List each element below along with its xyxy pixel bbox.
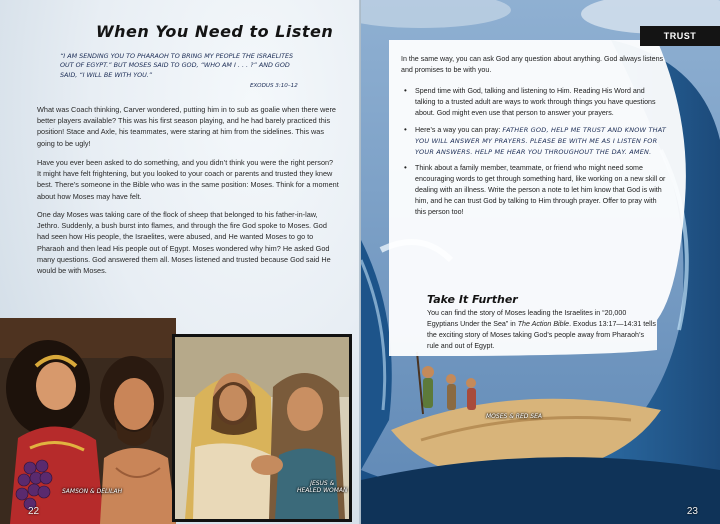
caption-line: JESUS &	[310, 480, 335, 487]
story-paragraph: What was Coach thinking, Carver wondered, putting him in to sub as goalie when there were better players available? This was his first season playing, and he had barely practiced this position! Stace and Axle, his teammates, were staring at him from the sidelines. This was going to be ugly!	[37, 105, 336, 148]
prayer-lead-text: Here’s a way you can pray:	[415, 125, 503, 134]
caption-line: HEALED WOMAN	[297, 487, 348, 494]
intro-paragraph: In the same way, you can ask God any question about anything. God always listens and promises to be with you.	[401, 55, 664, 74]
bible-story-paragraph: One day Moses was taking care of the flock of sheep that belonged to his father-in-law, Jethro. Suddenly, a bush burst into flames, and through the fire God spoke to Moses. God had seen how His people, the Israelites, were abused, and He wanted Moses to go to Pharaoh and then lead His people out of Egypt. Moses wondered why him? He asked God many questions. God answered them all. Moses listened and trusted because God said He would be with Moses.	[37, 210, 331, 276]
book-title: The Action Bible	[517, 319, 570, 328]
scripture-reference: EXODUS 3:10–12	[250, 83, 298, 89]
list-item	[399, 163, 667, 218]
list-item-text: Think about a family member, teammate, or friend who might need some encouraging words to get through something hard, like working on a new skill or dealing with an illness. Write the person a note to let him know that God is with him, and he can trust God by talking to Him through prayer. Offer to pray with this person too!	[415, 164, 666, 217]
list-item-text: Spend time with God, talking and listening to Him. Reading His Word and talking to a trusted adult are ways to work through things you have questions about. God might even use that person to answer your prayers.	[415, 87, 656, 117]
page-number-left: 22	[28, 506, 40, 517]
page-number-right: 23	[686, 506, 698, 517]
jesus-woman-caption	[297, 480, 348, 494]
samson-delilah-caption: SAMSON & DELILAH	[62, 488, 123, 495]
prayer-text: FATHER GOD, HELP ME TRUST AND KNOW THAT YOU WILL ANSWER MY PRAYERS. PLEASE BE WITH ME AS I LISTEN FOR YOUR ANSWERS. HELP ME HEAR YOU THROUGHOUT THE DAY. AMEN.	[415, 125, 667, 156]
right-page	[361, 0, 720, 524]
list-item	[399, 125, 667, 158]
tf-text-part: You can find the story of Moses leading the Israelites in “20,000 Egyptians Under the Sea” in	[427, 309, 627, 328]
tf-text-part: . Exodus 13:17—14:31 tells the exciting story of Moses taking God’s people away from Pharaoh’s rule and out of Egypt.	[427, 319, 656, 350]
moses-red-sea-caption: MOSES & RED SEA	[486, 413, 542, 420]
take-it-further-heading: Take It Further	[427, 293, 518, 306]
red-sea-wave-illustration	[361, 0, 720, 524]
scripture-quote: “I AM SENDING YOU TO PHARAOH TO BRING MY PEOPLE THE ISRAELITES OUT OF EGYPT.” BUT MOSES SAID TO GOD, “WHO AM I . . . ?” AND GOD SAID, “I WILL BE WITH YOU.”	[60, 52, 294, 79]
action-list	[399, 86, 667, 224]
take-it-further-text	[427, 308, 657, 352]
page-title: When You Need to Listen	[96, 22, 334, 41]
reflection-paragraph: Have you ever been asked to do something, and you didn’t think you were the right person? It might have felt frightening, but you looked to your coach or parents and trusted they knew best. There’s someone in the Bible who was in the same position: Moses. Think for a moment about how Moses may have felt.	[37, 158, 339, 201]
list-item	[399, 86, 667, 119]
section-tab-trust: TRUST	[640, 26, 720, 46]
